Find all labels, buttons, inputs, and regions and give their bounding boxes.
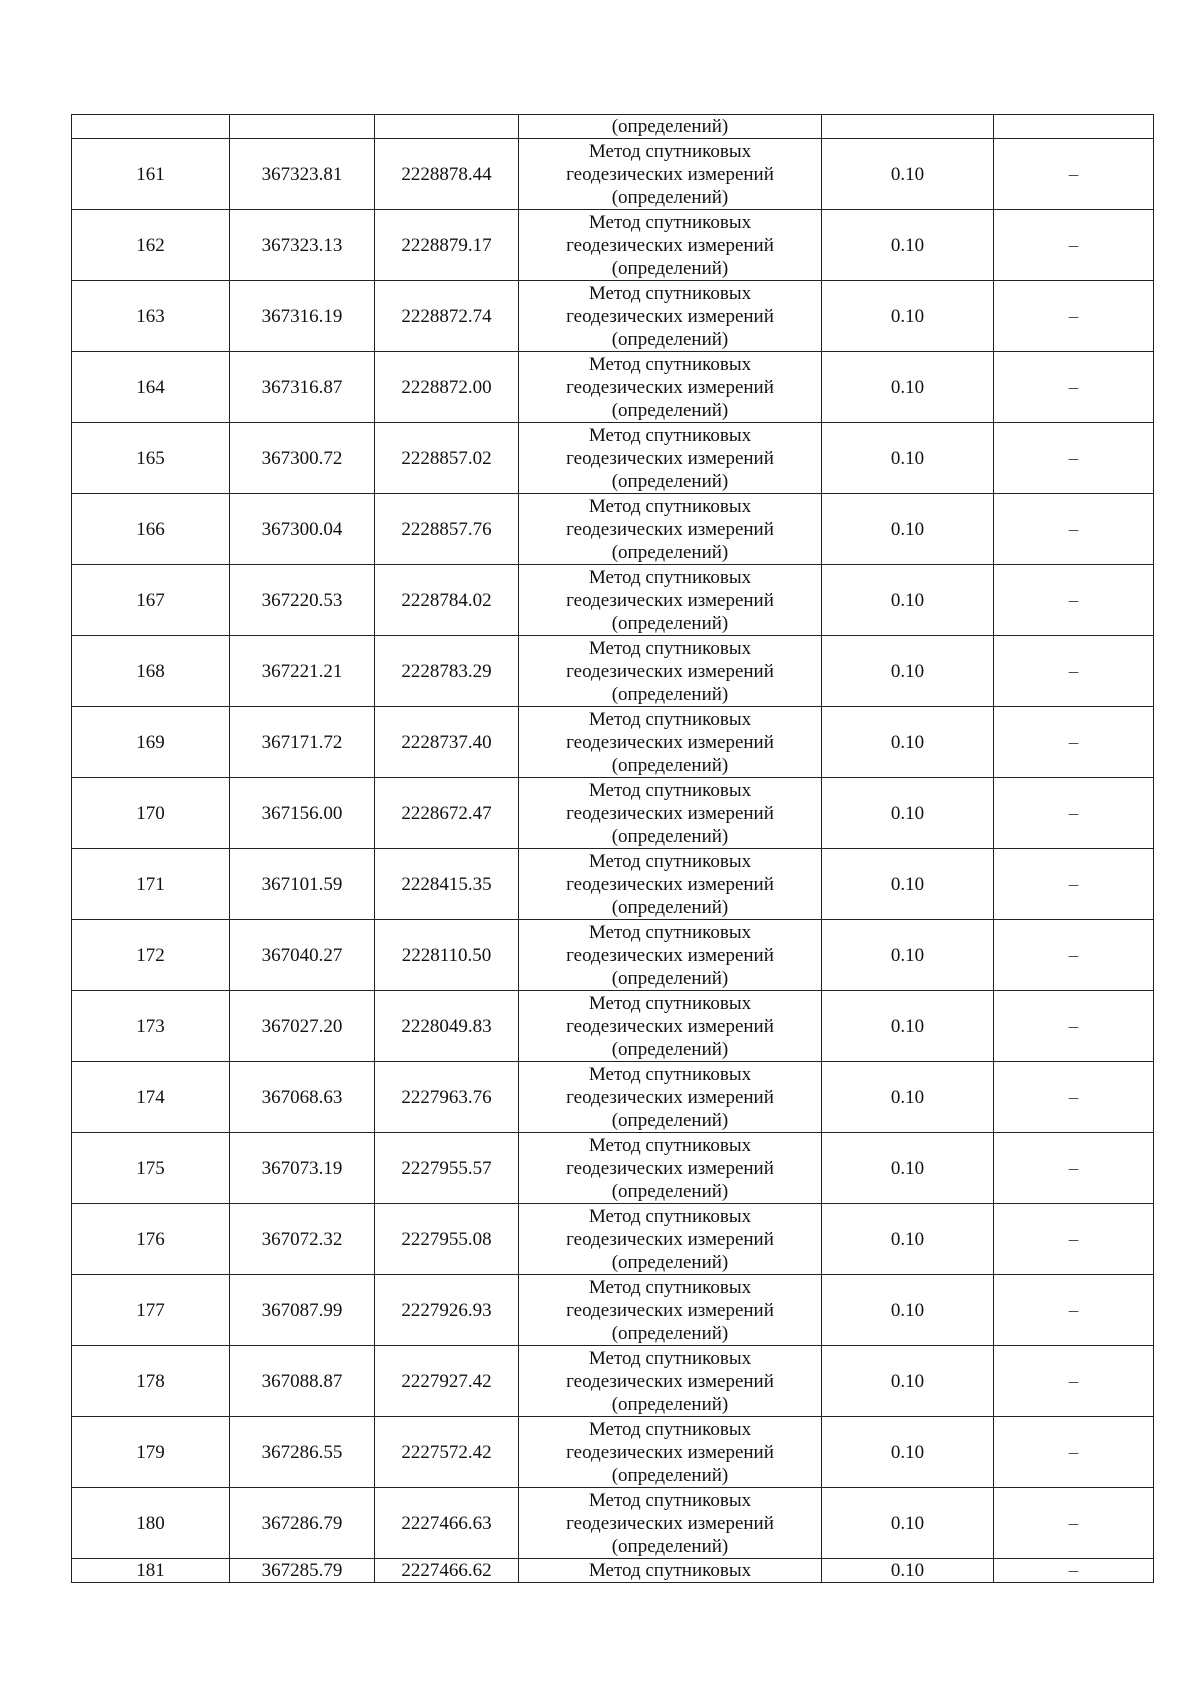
cell-note: – xyxy=(994,636,1154,707)
cell-method xyxy=(519,636,822,707)
cell-y: 2227963.76 xyxy=(375,1062,519,1133)
cell-error: 0.10 xyxy=(822,210,994,281)
cell-x: 367087.99 xyxy=(230,1275,375,1346)
method-line: (определений) xyxy=(611,612,729,634)
method-line: Метод спутниковых xyxy=(588,495,752,517)
table-row-continued xyxy=(72,115,1154,139)
cell-point-number: 180 xyxy=(72,1488,230,1559)
cell-x: 367285.79 xyxy=(230,1559,375,1583)
method-line: Метод спутниковых xyxy=(588,1063,752,1085)
cell-y: 2228737.40 xyxy=(375,707,519,778)
table-row-last xyxy=(72,1559,1154,1583)
cell-point-number: 172 xyxy=(72,920,230,991)
table-row xyxy=(72,1133,1154,1204)
cell-point-number: 177 xyxy=(72,1275,230,1346)
cell-note: – xyxy=(994,565,1154,636)
cell-method xyxy=(519,920,822,991)
method-line: геодезических измерений xyxy=(566,873,774,895)
cell-method xyxy=(519,565,822,636)
method-line: геодезических измерений xyxy=(566,1441,774,1463)
method-line: геодезических измерений xyxy=(566,234,774,256)
cell-y: 2228110.50 xyxy=(375,920,519,991)
cell-x: 367316.87 xyxy=(230,352,375,423)
method-line: геодезических измерений xyxy=(566,305,774,327)
cell-error: 0.10 xyxy=(822,991,994,1062)
method-line: (определений) xyxy=(611,328,729,350)
cell-y: 2227466.63 xyxy=(375,1488,519,1559)
cell-note: – xyxy=(994,778,1154,849)
table-row xyxy=(72,565,1154,636)
table-row xyxy=(72,1346,1154,1417)
table-row xyxy=(72,1275,1154,1346)
cell-error: 0.10 xyxy=(822,281,994,352)
cell-method xyxy=(519,210,822,281)
method-line: Метод спутниковых xyxy=(588,708,752,730)
cell-point-number: 176 xyxy=(72,1204,230,1275)
coordinates-table xyxy=(71,114,1154,1583)
cell-method: (определений) xyxy=(519,115,822,139)
cell-x: 367286.55 xyxy=(230,1417,375,1488)
cell-x: 367323.13 xyxy=(230,210,375,281)
method-line: Метод спутниковых xyxy=(588,140,752,162)
cell-point-number: 167 xyxy=(72,565,230,636)
method-line: геодезических измерений xyxy=(566,1512,774,1534)
table-row xyxy=(72,707,1154,778)
cell-point-number: 162 xyxy=(72,210,230,281)
cell-point-number: 170 xyxy=(72,778,230,849)
cell-y: 2228857.02 xyxy=(375,423,519,494)
cell-method xyxy=(519,707,822,778)
method-line: (определений) xyxy=(611,1322,729,1344)
method-line: (определений) xyxy=(611,257,729,279)
table-row xyxy=(72,210,1154,281)
cell-error: 0.10 xyxy=(822,707,994,778)
method-line: Метод спутниковых xyxy=(588,1205,752,1227)
cell-x: 367300.04 xyxy=(230,494,375,565)
cell-note: – xyxy=(994,494,1154,565)
cell-method xyxy=(519,139,822,210)
cell-y: 2228783.29 xyxy=(375,636,519,707)
cell-method xyxy=(519,352,822,423)
method-line: геодезических измерений xyxy=(566,447,774,469)
cell-note: – xyxy=(994,423,1154,494)
cell-point-number: 161 xyxy=(72,139,230,210)
table-row xyxy=(72,352,1154,423)
cell-method xyxy=(519,1062,822,1133)
table-row xyxy=(72,423,1154,494)
method-line: геодезических измерений xyxy=(566,163,774,185)
cell-note: – xyxy=(994,707,1154,778)
method-line: геодезических измерений xyxy=(566,1370,774,1392)
cell-point-number: 165 xyxy=(72,423,230,494)
method-line: Метод спутниковых xyxy=(588,1418,752,1440)
method-line: геодезических измерений xyxy=(566,1015,774,1037)
cell-note: – xyxy=(994,1559,1154,1583)
cell-note: – xyxy=(994,1204,1154,1275)
cell-method xyxy=(519,991,822,1062)
cell-error xyxy=(822,115,994,139)
method-line: Метод спутниковых xyxy=(588,1489,752,1511)
method-line: (определений) xyxy=(611,1535,729,1557)
cell-point-number: 178 xyxy=(72,1346,230,1417)
cell-note: – xyxy=(994,1346,1154,1417)
cell-x: 367221.21 xyxy=(230,636,375,707)
cell-error: 0.10 xyxy=(822,423,994,494)
cell-x: 367068.63 xyxy=(230,1062,375,1133)
cell-x: 367156.00 xyxy=(230,778,375,849)
method-line: геодезических измерений xyxy=(566,731,774,753)
method-line: (определений) xyxy=(611,967,729,989)
method-line: Метод спутниковых xyxy=(588,1276,752,1298)
table-body xyxy=(72,115,1154,1583)
table-row xyxy=(72,139,1154,210)
cell-x: 367072.32 xyxy=(230,1204,375,1275)
method-line: (определений) xyxy=(611,683,729,705)
table-row xyxy=(72,281,1154,352)
method-line: (определений) xyxy=(611,1251,729,1273)
cell-y: 2228872.74 xyxy=(375,281,519,352)
cell-y: 2228784.02 xyxy=(375,565,519,636)
cell-error: 0.10 xyxy=(822,494,994,565)
cell-note: – xyxy=(994,1488,1154,1559)
cell-point-number: 163 xyxy=(72,281,230,352)
cell-note: – xyxy=(994,1062,1154,1133)
cell-error: 0.10 xyxy=(822,1488,994,1559)
cell-error: 0.10 xyxy=(822,565,994,636)
cell-x: 367171.72 xyxy=(230,707,375,778)
cell-point-number: 173 xyxy=(72,991,230,1062)
method-line: геодезических измерений xyxy=(566,1157,774,1179)
cell-method xyxy=(519,1417,822,1488)
table-row xyxy=(72,778,1154,849)
cell-error: 0.10 xyxy=(822,1062,994,1133)
method-line: (определений) xyxy=(611,1109,729,1131)
cell-method: Метод спутниковых xyxy=(519,1559,822,1583)
table-row xyxy=(72,1417,1154,1488)
cell-error: 0.10 xyxy=(822,352,994,423)
cell-y xyxy=(375,115,519,139)
cell-note: – xyxy=(994,281,1154,352)
cell-note: – xyxy=(994,210,1154,281)
cell-error: 0.10 xyxy=(822,849,994,920)
cell-note: – xyxy=(994,1275,1154,1346)
cell-point-number: 181 xyxy=(72,1559,230,1583)
method-line: (определений) xyxy=(611,1464,729,1486)
table-row xyxy=(72,920,1154,991)
cell-point-number: 164 xyxy=(72,352,230,423)
cell-point-number: 175 xyxy=(72,1133,230,1204)
method-line: Метод спутниковых xyxy=(588,566,752,588)
cell-point-number xyxy=(72,115,230,139)
method-line: (определений) xyxy=(611,825,729,847)
method-line: геодезических измерений xyxy=(566,802,774,824)
cell-method xyxy=(519,1275,822,1346)
cell-point-number: 166 xyxy=(72,494,230,565)
method-line: Метод спутниковых xyxy=(588,282,752,304)
cell-y: 2228672.47 xyxy=(375,778,519,849)
cell-point-number: 168 xyxy=(72,636,230,707)
cell-x: 367220.53 xyxy=(230,565,375,636)
method-line: Метод спутниковых xyxy=(588,637,752,659)
method-line: геодезических измерений xyxy=(566,589,774,611)
cell-x: 367088.87 xyxy=(230,1346,375,1417)
cell-x: 367027.20 xyxy=(230,991,375,1062)
method-line: геодезических измерений xyxy=(566,1086,774,1108)
table-row xyxy=(72,849,1154,920)
cell-x: 367323.81 xyxy=(230,139,375,210)
method-line: геодезических измерений xyxy=(566,1299,774,1321)
cell-error: 0.10 xyxy=(822,1133,994,1204)
table-row xyxy=(72,1062,1154,1133)
cell-error: 0.10 xyxy=(822,778,994,849)
cell-note: – xyxy=(994,849,1154,920)
cell-note: – xyxy=(994,352,1154,423)
table-row xyxy=(72,1488,1154,1559)
table-row xyxy=(72,991,1154,1062)
cell-error: 0.10 xyxy=(822,1559,994,1583)
cell-method xyxy=(519,1133,822,1204)
cell-x: 367316.19 xyxy=(230,281,375,352)
cell-x: 367101.59 xyxy=(230,849,375,920)
method-line: геодезических измерений xyxy=(566,1228,774,1250)
method-line: Метод спутниковых xyxy=(588,1134,752,1156)
cell-note xyxy=(994,115,1154,139)
cell-y: 2227466.62 xyxy=(375,1559,519,1583)
cell-note: – xyxy=(994,920,1154,991)
table-row xyxy=(72,636,1154,707)
method-line: Метод спутниковых xyxy=(588,779,752,801)
method-line: Метод спутниковых xyxy=(588,424,752,446)
cell-y: 2227572.42 xyxy=(375,1417,519,1488)
cell-x: 367040.27 xyxy=(230,920,375,991)
cell-x: 367073.19 xyxy=(230,1133,375,1204)
cell-y: 2228049.83 xyxy=(375,991,519,1062)
method-line: (определений) xyxy=(611,399,729,421)
method-line: Метод спутниковых xyxy=(588,1347,752,1369)
method-line: (определений) xyxy=(611,1393,729,1415)
cell-y: 2227927.42 xyxy=(375,1346,519,1417)
cell-method xyxy=(519,281,822,352)
cell-method xyxy=(519,1488,822,1559)
method-line: (определений) xyxy=(611,896,729,918)
table-row xyxy=(72,494,1154,565)
cell-y: 2227955.57 xyxy=(375,1133,519,1204)
method-line: (определений) xyxy=(611,1180,729,1202)
method-line: геодезических измерений xyxy=(566,518,774,540)
method-line: Метод спутниковых xyxy=(588,353,752,375)
cell-point-number: 179 xyxy=(72,1417,230,1488)
cell-method xyxy=(519,494,822,565)
cell-y: 2228879.17 xyxy=(375,210,519,281)
cell-x: 367286.79 xyxy=(230,1488,375,1559)
cell-point-number: 169 xyxy=(72,707,230,778)
method-line: (определений) xyxy=(611,754,729,776)
cell-error: 0.10 xyxy=(822,139,994,210)
method-line: геодезических измерений xyxy=(566,944,774,966)
method-line: (определений) xyxy=(611,541,729,563)
method-line: (определений) xyxy=(611,186,729,208)
cell-point-number: 174 xyxy=(72,1062,230,1133)
method-line: (определений) xyxy=(611,470,729,492)
cell-method xyxy=(519,849,822,920)
cell-x xyxy=(230,115,375,139)
cell-error: 0.10 xyxy=(822,1275,994,1346)
cell-method xyxy=(519,1346,822,1417)
cell-x: 367300.72 xyxy=(230,423,375,494)
cell-error: 0.10 xyxy=(822,636,994,707)
method-line: геодезических измерений xyxy=(566,660,774,682)
cell-y: 2228872.00 xyxy=(375,352,519,423)
cell-note: – xyxy=(994,139,1154,210)
cell-method xyxy=(519,1204,822,1275)
cell-error: 0.10 xyxy=(822,1346,994,1417)
cell-note: – xyxy=(994,1417,1154,1488)
cell-method xyxy=(519,778,822,849)
cell-y: 2227926.93 xyxy=(375,1275,519,1346)
cell-error: 0.10 xyxy=(822,1417,994,1488)
method-line: Метод спутниковых xyxy=(588,921,752,943)
cell-error: 0.10 xyxy=(822,920,994,991)
cell-point-number: 171 xyxy=(72,849,230,920)
cell-y: 2228878.44 xyxy=(375,139,519,210)
cell-y: 2228857.76 xyxy=(375,494,519,565)
method-line: Метод спутниковых xyxy=(588,992,752,1014)
cell-note: – xyxy=(994,1133,1154,1204)
method-line: Метод спутниковых xyxy=(588,850,752,872)
cell-y: 2227955.08 xyxy=(375,1204,519,1275)
cell-method xyxy=(519,423,822,494)
method-line: Метод спутниковых xyxy=(588,211,752,233)
method-line: (определений) xyxy=(611,1038,729,1060)
cell-note: – xyxy=(994,991,1154,1062)
method-line: геодезических измерений xyxy=(566,376,774,398)
cell-y: 2228415.35 xyxy=(375,849,519,920)
cell-error: 0.10 xyxy=(822,1204,994,1275)
table-row xyxy=(72,1204,1154,1275)
